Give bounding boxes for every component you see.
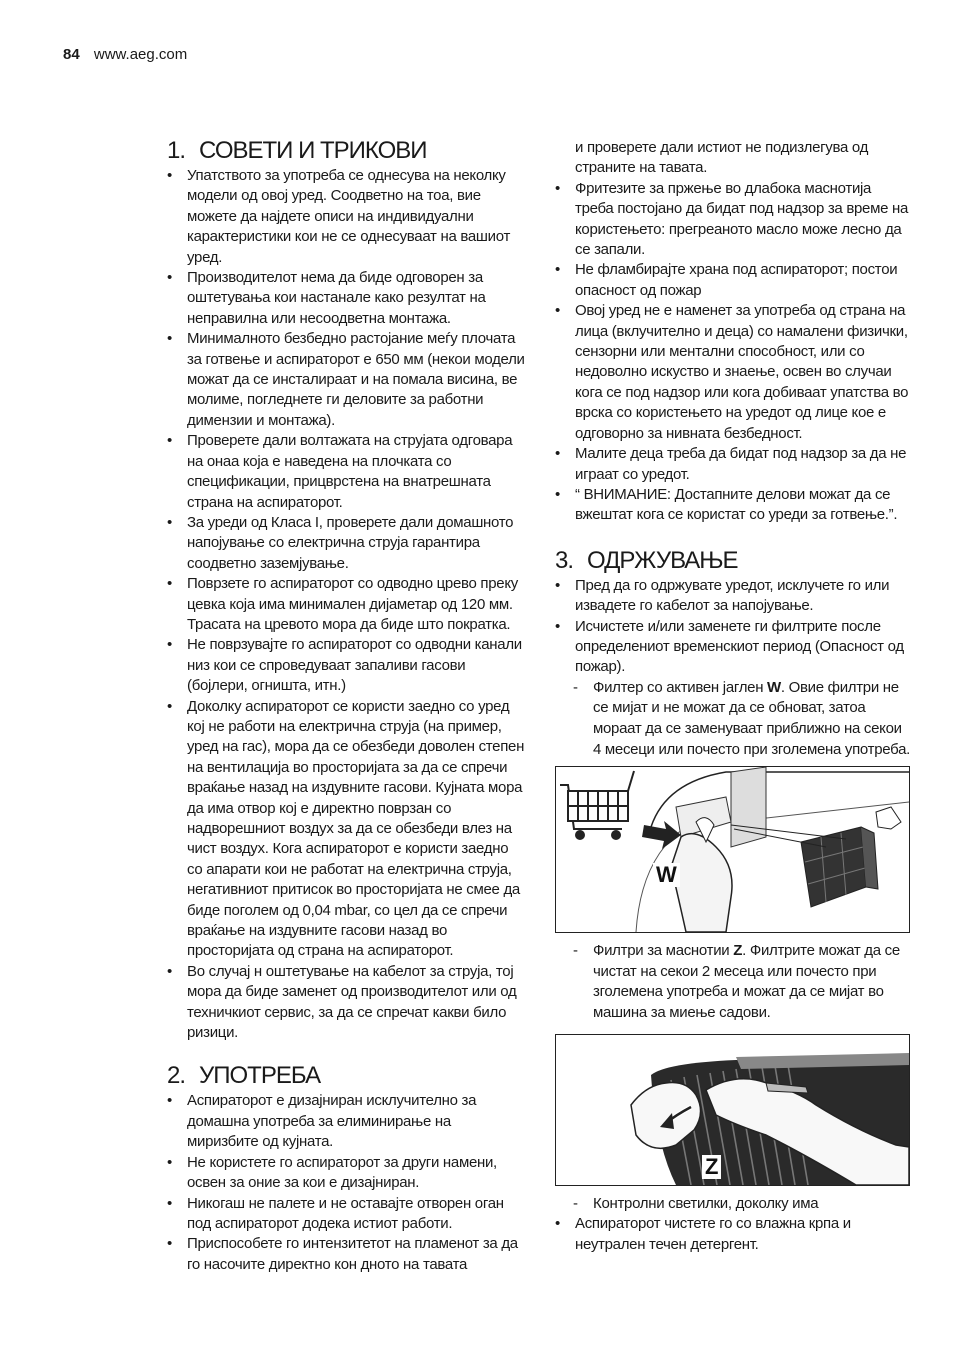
- list-item: • Не користете го аспираторот за други намени, освен за оние за кои е дизајниран.: [167, 1153, 525, 1194]
- list-item: • Малите деца треба да бидат под надзор за да не играат со уредот.: [555, 444, 910, 485]
- grease-filter-illustration: [555, 1034, 910, 1186]
- dash-text: . Овие филтри не се мијат и не можат да се обноват, затоа мораат да се заменуваат приближно на секои 4 месеци или почесто при зголемена употреба.: [593, 678, 910, 758]
- carbon-filter-illustration: [555, 766, 910, 933]
- list-item: • Аспираторот чистете го со влажна крпа и неутрален течен детергент.: [555, 1214, 910, 1255]
- section-2-heading: [167, 1063, 525, 1089]
- section-number: 2.: [167, 1062, 186, 1090]
- list-item: • Приспособете го интензитетот на пламенот за да го насочите директно кон дното на тавата: [167, 1234, 525, 1275]
- dash-text: Филтри за маснотии: [593, 942, 734, 960]
- list-item: • Доколку аспираторот се користи заедно со уред кој не работи на електрична струја (на пример, уред на гас), мора да се обезбеди доволен степен на вентилација во просторијата за да се спречи враќање назад на издувните гасови. Кујната мора да има отвор кој е директно поврзан со надворешниот воздух за да се обезбеди влез на чист воздух. Кога аспираторот е користи заедно со апарати кои не работат на електрична струја, негативниот притисок во просторијата не смее да биде поголем од 0,04 mbar, со цел да се спречи враќање на издувните гасови назад во просторијата од страна на аспираторот.: [167, 697, 525, 962]
- list-item: • Поврзете го аспираторот со одводно црево преку цевка која има минимален дијаметар од 120 мм. Трасата на цревото мора да биде што пократка.: [167, 574, 525, 635]
- list-item: • Производителот нема да биде одговорен за оштетувања кои настанале како резултат на неправилна или несоодветна монтажа.: [167, 268, 525, 329]
- carbon-filter-drawing: [556, 767, 909, 932]
- dash-text: . Филтрите можат да се чистат на секои 2 месеца или почесто при зголемена употреба и можат да се мијат во машина за миење садови.: [593, 942, 900, 1021]
- list-item: • За уреди од Класа I, проверете дали домашното напојување со електрична струја гарантира соодветно заземјување.: [167, 513, 525, 574]
- page-header: [63, 46, 187, 63]
- dash-item-control-lamps: - Контролни светилки, доколку има: [555, 1194, 910, 1215]
- filter-letter: W: [767, 678, 781, 696]
- list-item: • Никогаш не палете и не оставајте отворен оган под аспираторот додека истиот работи.: [167, 1194, 525, 1235]
- list-item: • Аспираторот е дизајниран исклучително за домашна употреба за елиминирање на миризбите од кујната.: [167, 1091, 525, 1152]
- left-column: [167, 138, 525, 1275]
- list-item-continuation: и проверете дали истиот не подизлегува од страните на тавата.: [575, 139, 869, 177]
- section-2-list-continued: [555, 179, 910, 526]
- section-title: СОВЕТИ И ТРИКОВИ: [199, 137, 427, 164]
- page-number: 84: [63, 46, 80, 63]
- list-item: • Минималното безбедно растојание меѓу плочата за готвење и аспираторот е 650 мм (некои модели можат да се инсталираат и на помала висина, ве молиме, погледнете ги деловите за работни димензии и монтажа).: [167, 329, 525, 431]
- figure-label-w: W: [653, 863, 680, 887]
- section-1-list: [167, 166, 525, 1043]
- list-item: • Не поврзувајте го аспираторот со одводни канали низ кои се спроведуваат запаливи гасови (бојлери, огништа, итн.): [167, 635, 525, 696]
- section-number: 3.: [555, 546, 574, 574]
- list-item: • “ ВНИМАНИЕ: Достапните делови можат да се вжештат кога се користат со уреди за готвење.”.: [555, 485, 910, 526]
- dash-item-grease-filter: [555, 941, 910, 1023]
- list-item: • Проверете дали волтажата на струјата одговара на онаа која е наведена на плочката со спецификации, прицврстена на внатрешната страна на аспираторот.: [167, 431, 525, 513]
- list-item: • Не фламбирајте храна под аспираторот; постои опасност од пожар: [555, 260, 910, 301]
- list-item: • Овој уред не е наменет за употреба од страна на лица (вклучително и деца) со намалени физички, сензорни или ментални способност, или со недоволно искуство и знаење, освен во случаи кога се под надзор или кога добиваат упатства во врска со користењето на уредот од лице кое е одговорно за нивната безбедност.: [555, 301, 910, 444]
- list-item: • Фритезите за пржење во длабока маснотија треба постојано да бидат под надзор за време на користењето: прегреаното масло може лесно да се запали.: [555, 179, 910, 261]
- section-number: 1.: [167, 137, 186, 164]
- list-item: • Упатството за употреба се однесува на неколку модели од овој уред. Соодветно на тоа, вие можете да најдете описи на индивидуални карактеристики кои не се однесуваат на вашиот уред.: [167, 166, 525, 268]
- section-title: УПОТРЕБА: [199, 1062, 321, 1090]
- site-url: www.aeg.com: [93, 46, 188, 63]
- list-item: • Пред да го одржувате уредот, исклучете го или извадете го кабелот за напојување.: [555, 576, 910, 617]
- section-3-list: [555, 576, 910, 760]
- dash-text: Филтер со активен јаглен: [593, 678, 768, 696]
- grease-filter-drawing: [556, 1035, 909, 1185]
- filter-block: [801, 827, 878, 907]
- list-item: • Исчистете и/или заменете ги филтрите после определениот временскиот период (Опасност од пожар).: [555, 617, 910, 678]
- list-item: • Во случај н оштетување на кабелот за струја, тој мора да биде заменет од производителот или од техничкиот сервис, за да се спречат какви било ризици.: [167, 962, 525, 1044]
- figure-label-z: Z: [702, 1155, 721, 1179]
- section-title: ОДРЖУВАЊЕ: [587, 546, 738, 574]
- right-column: [555, 138, 910, 1255]
- section-3-heading: [555, 548, 910, 574]
- section-2-list: [167, 1091, 525, 1275]
- filter-letter: Z: [733, 942, 743, 960]
- section-3-list-b: [555, 941, 910, 1023]
- section-3-list-c: [555, 1194, 910, 1255]
- dash-item-carbon-filter: [555, 678, 910, 760]
- shopping-cart-icon: [560, 771, 634, 839]
- section-1-heading: [167, 138, 525, 164]
